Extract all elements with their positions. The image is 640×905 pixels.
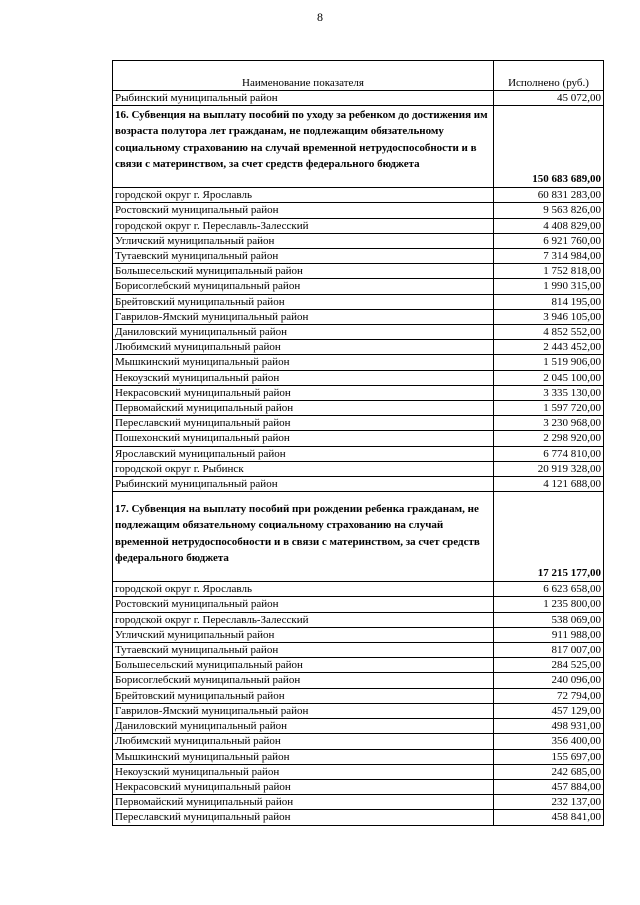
row-name: Брейтовский муниципальный район [113, 294, 494, 309]
table-row [113, 749, 604, 764]
row-value: 2 298 920,00 [494, 431, 604, 446]
table-row [113, 764, 604, 779]
table-row [113, 325, 604, 340]
row-name: Некрасовский муниципальный район [113, 779, 494, 794]
row-name: Борисоглебский муниципальный район [113, 279, 494, 294]
row-value: 1 990 315,00 [494, 279, 604, 294]
row-name: городской округ г. Переславль-Залесский [113, 612, 494, 627]
row-value: 232 137,00 [494, 795, 604, 810]
row-value: 45 072,00 [494, 91, 604, 106]
table-row [113, 597, 604, 612]
row-name: Угличский муниципальный район [113, 627, 494, 642]
row-name: Переславский муниципальный район [113, 416, 494, 431]
table-row [113, 401, 604, 416]
row-value: 2 443 452,00 [494, 340, 604, 355]
row-name: Ростовский муниципальный район [113, 203, 494, 218]
table-row [113, 643, 604, 658]
table-row [113, 340, 604, 355]
row-name: Гаврилов-Ямский муниципальный район [113, 309, 494, 324]
table-row [113, 658, 604, 673]
row-value: 1 519 906,00 [494, 355, 604, 370]
row-name: Брейтовский муниципальный район [113, 688, 494, 703]
table-row [113, 673, 604, 688]
row-value: 6 623 658,00 [494, 582, 604, 597]
table-row [113, 91, 604, 106]
row-value: 817 007,00 [494, 643, 604, 658]
row-value: 3 230 968,00 [494, 416, 604, 431]
row-value: 4 852 552,00 [494, 325, 604, 340]
table-row [113, 779, 604, 794]
row-name: городской округ г. Ярославль [113, 188, 494, 203]
table-row [113, 477, 604, 492]
table-row [113, 264, 604, 279]
row-name: Ярославский муниципальный район [113, 446, 494, 461]
row-name: Мышкинский муниципальный район [113, 355, 494, 370]
row-value: 1 235 800,00 [494, 597, 604, 612]
row-value: 356 400,00 [494, 734, 604, 749]
row-name: Некоузский муниципальный район [113, 370, 494, 385]
row-value: 458 841,00 [494, 810, 604, 825]
row-value: 3 946 105,00 [494, 309, 604, 324]
section-17-header-row [113, 492, 604, 582]
table-header-row [113, 61, 604, 91]
row-name: Первомайский муниципальный район [113, 401, 494, 416]
column-header-value: Исполнено (руб.) [494, 61, 604, 91]
row-value: 284 525,00 [494, 658, 604, 673]
row-value: 72 794,00 [494, 688, 604, 703]
table-row [113, 810, 604, 825]
row-value: 498 931,00 [494, 719, 604, 734]
row-value: 155 697,00 [494, 749, 604, 764]
table-row [113, 279, 604, 294]
row-name: Рыбинский муниципальный район [113, 477, 494, 492]
row-name: городской округ г. Переславль-Залесский [113, 218, 494, 233]
table-row [113, 355, 604, 370]
section-17-total: 17 215 177,00 [494, 492, 604, 582]
row-name: Угличский муниципальный район [113, 233, 494, 248]
row-name: Любимский муниципальный район [113, 340, 494, 355]
table-row [113, 461, 604, 476]
row-value: 4 408 829,00 [494, 218, 604, 233]
column-header-name: Наименование показателя [113, 61, 494, 91]
row-name: городской округ г. Ярославль [113, 582, 494, 597]
row-value: 457 129,00 [494, 703, 604, 718]
row-name: Даниловский муниципальный район [113, 325, 494, 340]
table-row [113, 233, 604, 248]
table-row [113, 385, 604, 400]
row-name: Мышкинский муниципальный район [113, 749, 494, 764]
row-name: Пошехонский муниципальный район [113, 431, 494, 446]
table-row [113, 249, 604, 264]
table-row [113, 370, 604, 385]
section-17-rows [113, 582, 604, 825]
row-value: 2 045 100,00 [494, 370, 604, 385]
row-value: 4 121 688,00 [494, 477, 604, 492]
section-16-total: 150 683 689,00 [494, 106, 604, 188]
top-rows [113, 91, 604, 106]
row-value: 20 919 328,00 [494, 461, 604, 476]
row-name: Переславский муниципальный район [113, 810, 494, 825]
table-row [113, 446, 604, 461]
row-name: Рыбинский муниципальный район [113, 91, 494, 106]
table-row [113, 582, 604, 597]
table-row [113, 188, 604, 203]
row-name: Большесельский муниципальный район [113, 658, 494, 673]
section-16 [113, 106, 604, 188]
table-row [113, 203, 604, 218]
row-value: 3 335 130,00 [494, 385, 604, 400]
row-value: 1 752 818,00 [494, 264, 604, 279]
row-name: городской округ г. Рыбинск [113, 461, 494, 476]
table-row [113, 294, 604, 309]
page-number: 8 [317, 10, 323, 24]
row-name: Борисоглебский муниципальный район [113, 673, 494, 688]
table-row [113, 703, 604, 718]
table-row [113, 309, 604, 324]
row-name: Тутаевский муниципальный район [113, 643, 494, 658]
row-value: 7 314 984,00 [494, 249, 604, 264]
row-name: Тутаевский муниципальный район [113, 249, 494, 264]
row-name: Некрасовский муниципальный район [113, 385, 494, 400]
table-row [113, 688, 604, 703]
table-row [113, 719, 604, 734]
section-16-title: 16. Субвенция на выплату пособий по уходу за ребенком до достижения им возраста полутора лет гражданам, не подлежащим обязательному социальному страхованию на случай временной нетрудоспособности и в связи с материнством, за счет средств федерального бюджета [113, 106, 494, 188]
row-value: 9 563 826,00 [494, 203, 604, 218]
row-value: 6 774 810,00 [494, 446, 604, 461]
row-name: Даниловский муниципальный район [113, 719, 494, 734]
row-value: 240 096,00 [494, 673, 604, 688]
table-row [113, 795, 604, 810]
row-name: Некоузский муниципальный район [113, 764, 494, 779]
table-row [113, 627, 604, 642]
row-name: Ростовский муниципальный район [113, 597, 494, 612]
table-row [113, 734, 604, 749]
row-name: Гаврилов-Ямский муниципальный район [113, 703, 494, 718]
row-value: 6 921 760,00 [494, 233, 604, 248]
table-row [113, 416, 604, 431]
row-value: 457 884,00 [494, 779, 604, 794]
section-17-title: 17. Субвенция на выплату пособий при рождении ребенка гражданам, не подлежащим обязательному социальному страхованию на случай временной нетрудоспособности и в связи с материнством, за счет средств федерального бюджета [113, 492, 494, 582]
row-value: 814 195,00 [494, 294, 604, 309]
section-17 [113, 492, 604, 582]
row-name: Большесельский муниципальный район [113, 264, 494, 279]
row-name: Первомайский муниципальный район [113, 795, 494, 810]
table-row [113, 218, 604, 233]
table-row [113, 431, 604, 446]
section-16-rows [113, 188, 604, 492]
section-16-header-row [113, 106, 604, 188]
row-value: 242 685,00 [494, 764, 604, 779]
row-value: 60 831 283,00 [494, 188, 604, 203]
row-value: 911 988,00 [494, 627, 604, 642]
report-table [112, 60, 604, 826]
table-row [113, 612, 604, 627]
row-value: 538 069,00 [494, 612, 604, 627]
row-value: 1 597 720,00 [494, 401, 604, 416]
row-name: Любимский муниципальный район [113, 734, 494, 749]
